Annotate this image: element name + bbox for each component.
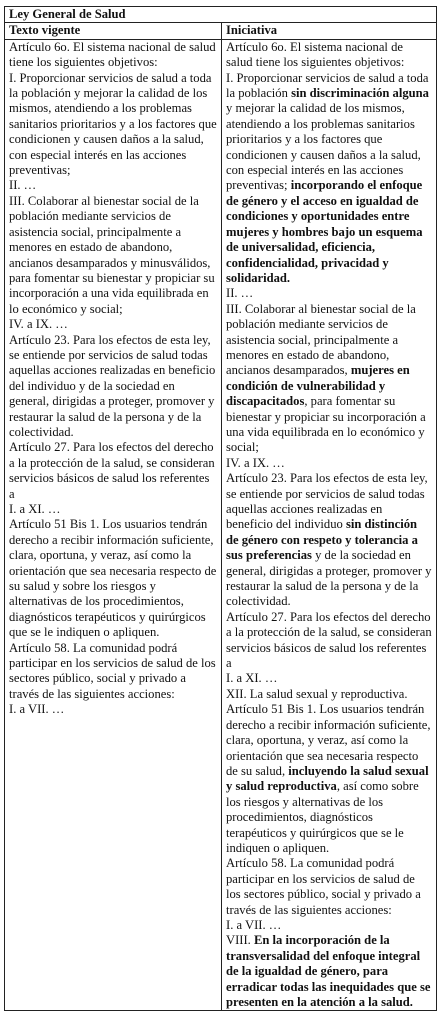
- paragraph: [9, 317, 217, 332]
- table-title: Ley General de Salud: [5, 7, 437, 23]
- paragraph: [226, 687, 432, 702]
- column-header-iniciativa: Iniciativa: [222, 23, 437, 39]
- bold-text-run: En la incorporación de la transversalidad del enfoque integral de la igualdad de género, para erradicar todas las inequidades que se presenten en la atención a la salud.: [226, 933, 431, 1009]
- text-run: Artículo 6o. El sistema nacional de salud tiene los siguientes objetivos:: [9, 39, 216, 70]
- bold-text-run: incorporando el enfoque de género y el acceso en igualdad de condiciones y oportunidades entre mujeres y hombres bajo un esquema de universalidad, eficiencia, confidencialidad, privacidad y solidaridad.: [226, 178, 423, 285]
- paragraph: [226, 71, 432, 287]
- text-run: III. Colaborar al bienestar social de la población mediante servicios de asistencia social, principalmente a menores en estado de abandono, ancianos desamparados y minusválidos, para fomentar su bienestar y propiciar su incorporación a una vida equilibrada en lo económico y social;: [9, 193, 215, 316]
- text-run: I. Proporcionar servicios de salud a toda la población: [226, 70, 429, 101]
- text-run: Artículo 51 Bis 1. Los usuarios tendrán derecho a recibir información suficiente, clara, oportuna, y veraz, así como la orientación que sea necesaria respecto de su salud y sobre los riesgos y alternativas de los procedimientos, diagnósticos terapéuticos y quirúrgicos que se le indiquen o apliquen.: [9, 517, 217, 640]
- text-run: VIII.: [226, 933, 254, 948]
- iniciativa-cell: [222, 39, 437, 1011]
- text-run: y mejorar la calidad de los mismos, atendiendo a los problemas sanitarios prioritarios y a los factores que condicionen y causen daños a la salud, con especial interés en las acciones preventivas;: [226, 101, 421, 193]
- text-run: II. …: [9, 178, 37, 193]
- paragraph: [226, 456, 432, 471]
- paragraph: [9, 333, 217, 441]
- text-run: IV. a IX. …: [9, 317, 68, 332]
- text-run: Artículo 23. Para los efectos de esta ley, se entiende por servicios de salud todas aquellas acciones realizadas en beneficio del individuo y de la sociedad en general, dirigidas a proteger, promover y restaurar la salud de la persona y de la colectividad.: [9, 332, 216, 439]
- document-page: [4, 6, 436, 1011]
- text-run: Artículo 23. Para los efectos de esta ley, se entiende por servicios de salud todas aquellas acciones realizadas en beneficio del individuo: [226, 471, 428, 532]
- text-run: I. Proporcionar servicios de salud a toda la población y mejorar la calidad de los mismos, atendiendo a los problemas sanitarios prioritarios y a los factores que condicionen y causen daños a la salud, con especial interés en las acciones preventivas;: [9, 70, 217, 178]
- text-run: XII. La salud sexual y reproductiva.: [226, 686, 408, 701]
- text-run: Artículo 51 Bis 1. Los usuarios tendrán derecho a recibir información suficiente, clara, oportuna, y veraz, así como la orientación que sea necesaria respecto de su salud,: [226, 702, 431, 778]
- text-run: I. a VII. …: [226, 917, 282, 932]
- text-run: Artículo 27. Para los efectos del derecho a la protección de la salud, se consideran servicios básicos de salud los referentes a: [9, 440, 215, 501]
- paragraph: [226, 471, 432, 610]
- table-header-row: [5, 23, 437, 39]
- text-run: , para fomentar su bienestar y propiciar su incorporación a una vida equilibrada en lo económico y social;: [226, 394, 426, 455]
- paragraph: [9, 517, 217, 640]
- paragraph: [9, 502, 217, 517]
- paragraph: [226, 302, 432, 456]
- text-run: Artículo 58. La comunidad podrá participar en los servicios de salud de los sectores público, social y privado a través de las siguientes acciones:: [9, 640, 216, 701]
- paragraph: [9, 194, 217, 317]
- text-run: I. a VII. …: [9, 702, 65, 717]
- text-run: I. a XI. …: [9, 502, 61, 516]
- bold-text-run: sin distinción de género con respeto y tolerancia a sus preferencias: [226, 517, 418, 563]
- paragraph: [9, 40, 217, 71]
- paragraph: [226, 40, 432, 71]
- text-run: Artículo 58. La comunidad podrá participar en los servicios de salud de los sectores público, social y privado a través de las siguientes acciones:: [226, 856, 421, 917]
- column-header-texto-vigente: Texto vigente: [5, 23, 222, 39]
- paragraph: [226, 610, 432, 672]
- text-run: III. Colaborar al bienestar social de la población mediante servicios de asistencia social, principalmente a menores en estado de abandono, ancianos desamparados,: [226, 301, 416, 378]
- bold-text-run: incluyendo la salud sexual y salud reproductiva: [226, 763, 429, 794]
- paragraph: [9, 440, 217, 502]
- bold-text-run: sin discriminación alguna: [291, 86, 429, 101]
- paragraph: [9, 641, 217, 703]
- paragraph: [226, 702, 432, 856]
- paragraph: [9, 178, 217, 193]
- table-body-row: [5, 39, 437, 1011]
- text-run: I. a XI. …: [226, 671, 278, 686]
- text-run: II. …: [226, 286, 254, 301]
- bold-text-run: mujeres en condición de vulnerabilidad y discapacitados: [226, 363, 410, 409]
- text-run: Artículo 27. Para los efectos del derecho a la protección de la salud, se consideran servicios básicos de salud los referentes a: [226, 609, 432, 671]
- paragraph: [226, 856, 432, 918]
- paragraph: [226, 918, 432, 933]
- text-run: y de la sociedad en general, dirigidas a proteger, promover y restaurar la salud de la persona y de la colectividad.: [226, 548, 432, 609]
- text-run: , así como sobre los riesgos y alternativas de los procedimientos, diagnósticos terapéuticos y quirúrgicos que se le indiquen o apliquen.: [226, 779, 419, 855]
- paragraph: [226, 671, 432, 686]
- table-title-row: [5, 7, 437, 23]
- paragraph: [9, 71, 217, 179]
- text-run: Artículo 6o. El sistema nacional de salud tiene los siguientes objetivos:: [226, 39, 405, 70]
- comparison-table: [4, 6, 437, 1011]
- texto-vigente-cell: [5, 39, 222, 1011]
- paragraph: [226, 933, 432, 1010]
- paragraph: [226, 286, 432, 301]
- paragraph: [9, 702, 217, 717]
- text-run: IV. a IX. …: [226, 455, 285, 470]
